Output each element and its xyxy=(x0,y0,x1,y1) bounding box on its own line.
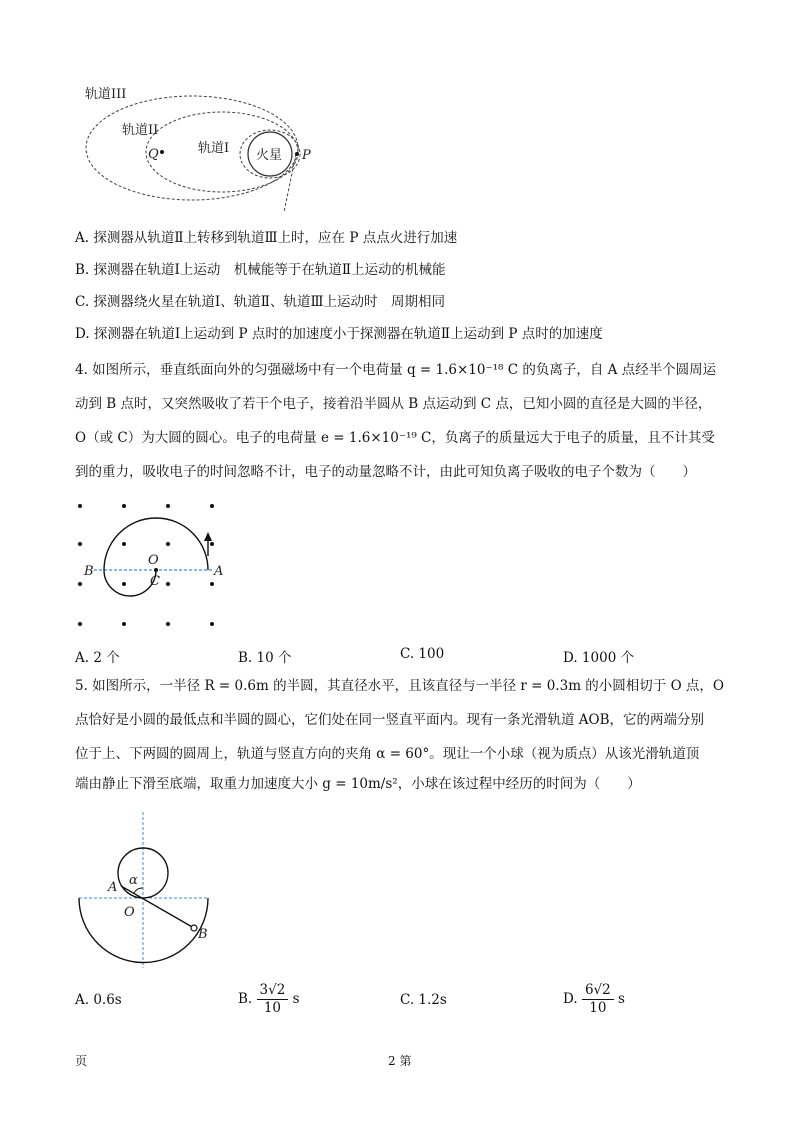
magnetic-field-figure xyxy=(72,494,242,634)
q3-option-d: D. 探测器在轨道Ⅰ上运动到 P 点时的加速度小于探测器在轨道Ⅱ上运动到 P 点时的加速度 xyxy=(75,326,603,342)
q5-option-d-fraction xyxy=(582,982,614,1017)
q5-option-b-fraction xyxy=(257,982,289,1017)
label-Q: Q xyxy=(148,147,159,162)
q3-option-b: B. 探测器在轨道Ⅰ上运动 机械能等于在轨道Ⅱ上运动的机械能 xyxy=(75,262,446,278)
q5-option-d xyxy=(563,982,625,1017)
label-C: C xyxy=(150,574,160,589)
angle-arc xyxy=(134,888,143,893)
q5-line-4: 端由静止下滑至底端，取重力加速度大小 g = 10m/s²，小球在该过程中经历的时间为（ ） xyxy=(75,776,641,792)
q4-option-b: B. 10 个 xyxy=(238,650,292,666)
q4-line-4: 到的重力，吸收电子的时间忽略不计，电子的动量忽略不计，由此可知负离子吸收的电子个数为（ ） xyxy=(75,464,696,480)
q5-option-b-numerator: 3√2 xyxy=(257,982,289,1000)
arrow-head-icon xyxy=(204,532,212,541)
center-point xyxy=(154,568,158,572)
label-P: P xyxy=(302,148,311,163)
q5-option-b-denominator: 10 xyxy=(263,1000,281,1016)
q4-option-a: A. 2 个 xyxy=(75,650,120,666)
ball-icon xyxy=(191,925,197,931)
q5-option-d-unit: s xyxy=(618,991,625,1007)
q5-option-d-denominator: 10 xyxy=(589,1000,607,1016)
q4-line-2: 动到 B 点时，又突然吸收了若干个电子，接着沿半圆从 B 点运动到 C 点，已知小圆的直径是大圆的半径， xyxy=(75,396,712,412)
q4-line-1: 4. 如图所示，垂直纸面向外的匀强磁场中有一个电荷量 q = 1.6×10⁻¹⁸ C 的负离子，自 A 点经半个圆周运 xyxy=(75,362,717,378)
label-mars: 火星 xyxy=(256,148,283,163)
small-semicircle-path xyxy=(104,570,156,596)
q4-option-c: C. 100 xyxy=(400,646,445,662)
field-dots xyxy=(78,504,214,626)
label-A: A xyxy=(214,564,224,579)
q4-option-d: D. 1000 个 xyxy=(563,650,635,666)
label-B: B xyxy=(198,927,208,942)
footer-left: 页 xyxy=(75,1054,88,1068)
q5-option-d-numerator: 6√2 xyxy=(582,982,614,1000)
label-B: B xyxy=(84,564,94,579)
point-P xyxy=(295,152,299,156)
q5-option-d-prefix: D. xyxy=(563,991,578,1007)
q5-option-a: A. 0.6s xyxy=(75,992,122,1008)
q3-option-c: C. 探测器绕火星在轨道Ⅰ、轨道Ⅱ、轨道Ⅲ上运动时 周期相同 xyxy=(75,294,445,310)
q5-option-b-prefix: B. xyxy=(238,991,253,1007)
q5-option-b-unit: s xyxy=(292,991,300,1007)
orbit-figure xyxy=(80,82,320,217)
label-A: A xyxy=(108,880,118,895)
label-O: O xyxy=(148,553,159,568)
q5-line-2: 点恰好是小圆的最低点和半圆的圆心，它们处在同一竖直平面内。现有一条光滑轨道 AOB，它的两端分别 xyxy=(75,712,705,728)
label-O: O xyxy=(124,905,135,920)
label-alpha: α xyxy=(129,873,138,888)
label-orbit-II: 轨道II xyxy=(122,123,159,138)
q3-option-a: A. 探测器从轨道Ⅱ上转移到轨道Ⅲ上时，应在 P 点点火进行加速 xyxy=(75,230,458,246)
point-Q xyxy=(160,150,164,154)
q5-option-c: C. 1.2s xyxy=(400,992,447,1008)
q5-line-3: 位于上、下两圆的圆周上，轨道与竖直方向的夹角 α = 60°。现让一个小球（视为质点）从该光滑轨道顶 xyxy=(75,746,700,762)
q4-line-3: O（或 C）为大圆的圆心。电子的电荷量 e = 1.6×10⁻¹⁹ C，负离子的质量远大于电子的质量，且不计其受 xyxy=(75,430,715,446)
label-orbit-III: 轨道III xyxy=(85,87,127,102)
q5-line-1: 5. 如图所示，一半径 R = 0.6m 的半圆，其直径水平，且该直径与一半径 r = 0.3m 的小圆相切于 O 点，O xyxy=(75,678,725,694)
q5-option-b xyxy=(238,982,300,1017)
label-orbit-I: 轨道I xyxy=(198,141,230,156)
track-figure xyxy=(74,810,224,970)
footer-page-number: 2 第 xyxy=(388,1054,412,1068)
